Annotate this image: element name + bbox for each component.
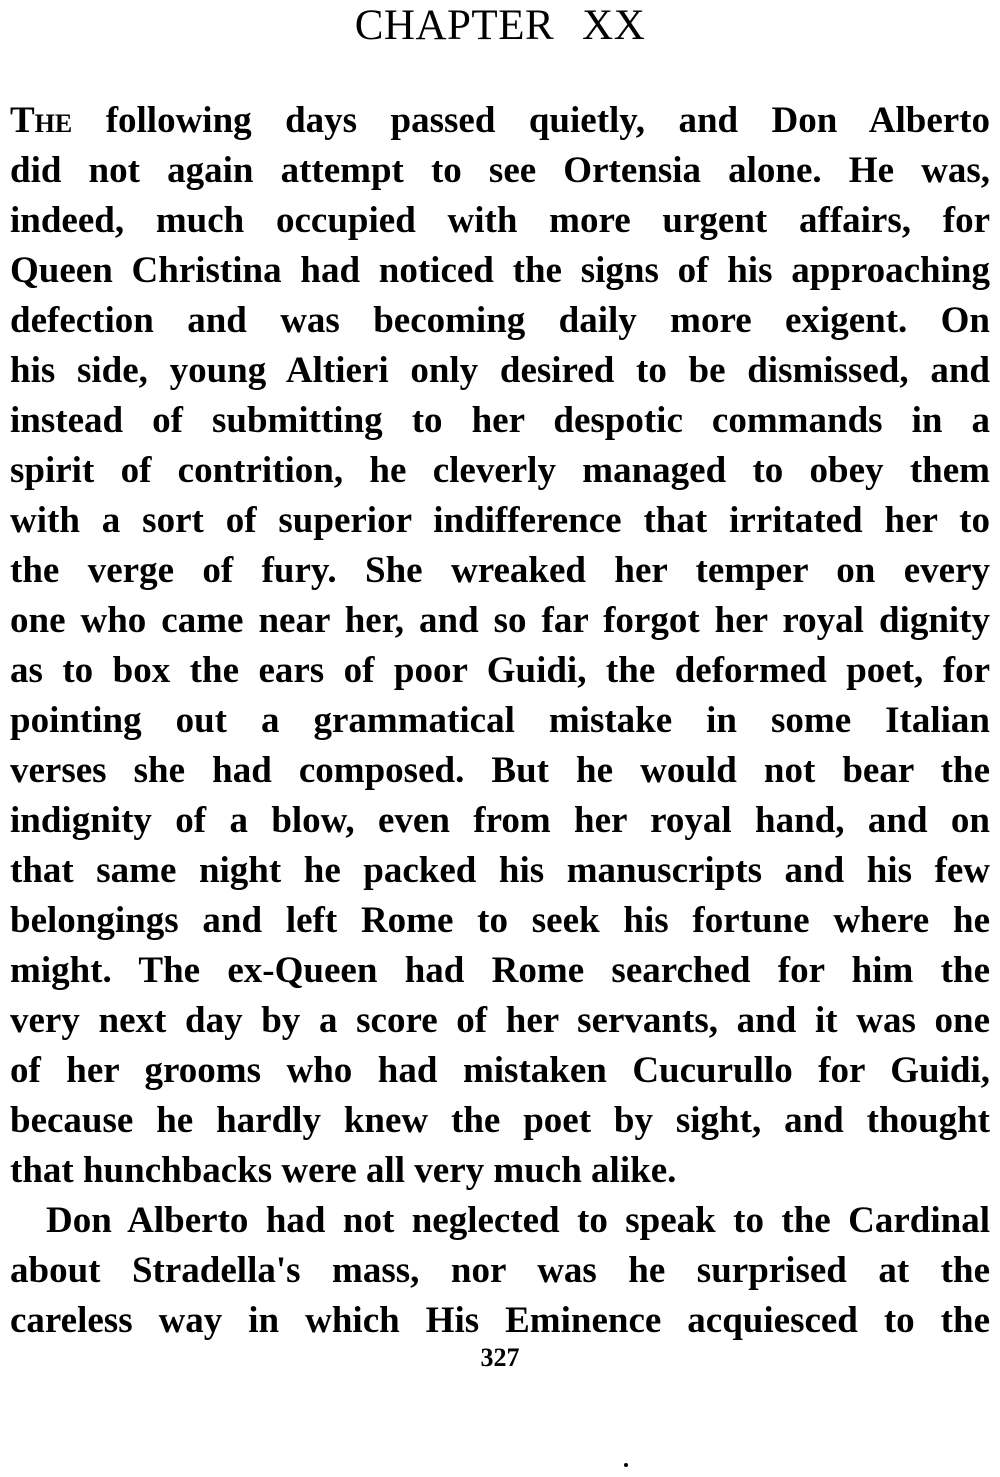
body-text bbox=[10, 96, 990, 1346]
page-number: 327 bbox=[480, 1343, 520, 1372]
text-line: indeed, much occupied with more urgent affairs, for bbox=[10, 200, 990, 241]
text-line: instead of submitting to her despotic commands in a bbox=[10, 400, 990, 441]
text-line: Queen Christina had noticed the signs of his approaching bbox=[10, 250, 990, 291]
text-line: of her grooms who had mistaken Cucurullo for Guidi, bbox=[10, 1050, 990, 1091]
text-line: pointing out a grammatical mistake in some Italian bbox=[10, 700, 990, 741]
chapter-label: CHAPTER bbox=[354, 2, 555, 49]
text-line: the verge of fury. She wreaked her temper on every bbox=[10, 550, 990, 591]
book-page bbox=[10, 0, 990, 1477]
text-line: one who came near her, and so far forgot her royal dignity bbox=[10, 600, 990, 641]
text-line: belongings and left Rome to seek his fortune where he bbox=[10, 900, 990, 941]
text-line: verses she had composed. But he would not bear the bbox=[10, 750, 990, 791]
text-line: spirit of contrition, he cleverly managed to obey them bbox=[10, 450, 990, 491]
text-line: might. The ex-Queen had Rome searched for him the bbox=[10, 950, 990, 991]
text-line: careless way in which His Eminence acquiesced to the bbox=[10, 1300, 990, 1341]
chapter-number: XX bbox=[582, 2, 646, 49]
text-line: The following days passed quietly, and Don Alberto bbox=[10, 100, 990, 141]
text-line: Don Alberto had not neglected to speak to the Cardinal bbox=[46, 1200, 990, 1241]
text-line: that hunchbacks were all very much alike. bbox=[10, 1150, 677, 1191]
text-line: very next day by a score of her servants, and it was one bbox=[10, 1000, 990, 1041]
print-speck bbox=[624, 1463, 628, 1467]
chapter-heading bbox=[10, 0, 990, 52]
text-line: because he hardly knew the poet by sight, and thought bbox=[10, 1100, 990, 1141]
text-line: as to box the ears of poor Guidi, the deformed poet, for bbox=[10, 650, 990, 691]
text-line: defection and was becoming daily more exigent. On bbox=[10, 300, 990, 341]
text-line: about Stradella's mass, nor was he surprised at the bbox=[10, 1250, 990, 1291]
text-line: that same night he packed his manuscripts and his few bbox=[10, 850, 990, 891]
text-line: his side, young Altieri only desired to be dismissed, and bbox=[10, 350, 990, 391]
lead-word: The bbox=[10, 100, 73, 141]
text-line: did not again attempt to see Ortensia alone. He was, bbox=[10, 150, 990, 191]
text-line: indignity of a blow, even from her royal hand, and on bbox=[10, 800, 990, 841]
text-line: with a sort of superior indifference that irritated her to bbox=[10, 500, 990, 541]
